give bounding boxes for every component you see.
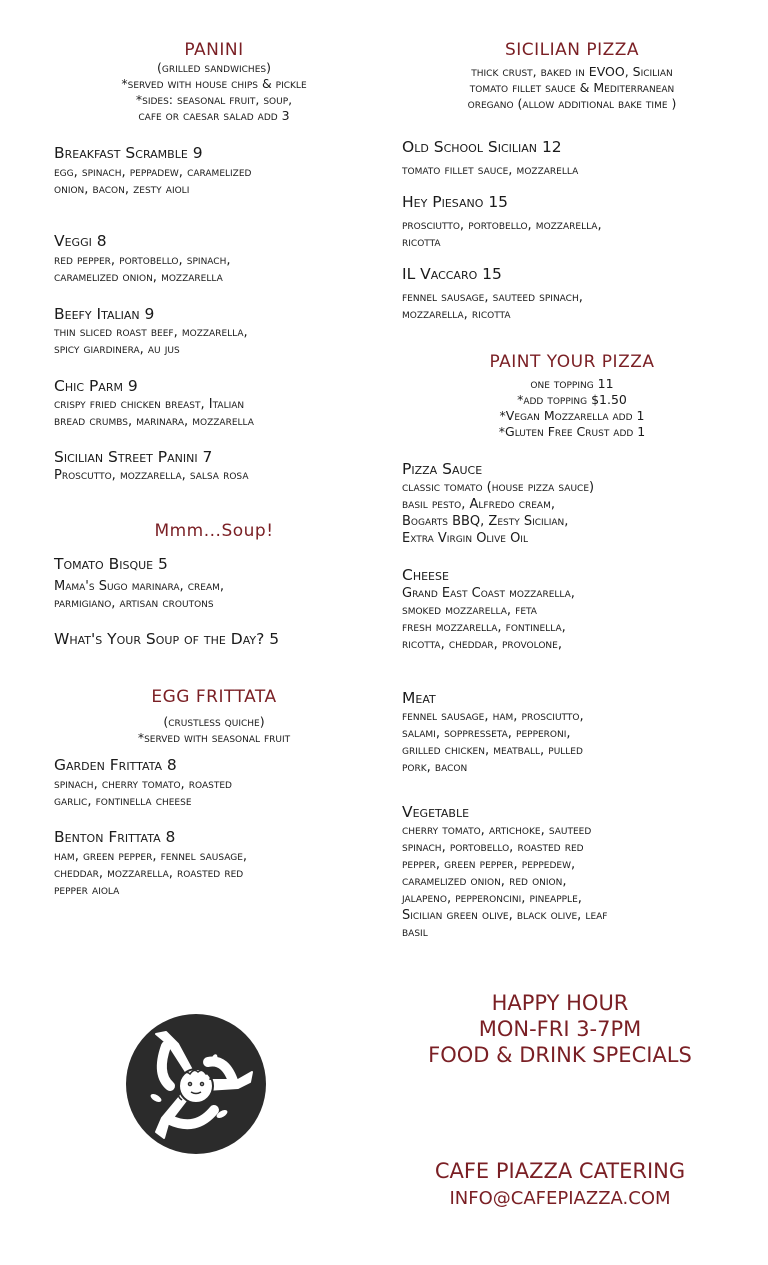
sicilian-note: oregano (allow additional bake time ) <box>467 96 677 111</box>
paint-note: *add topping $1.50 <box>517 392 627 407</box>
topping-group-desc: pork, bacon <box>402 760 468 775</box>
catering-title: CAFE PIAZZA CATERING <box>434 1159 686 1183</box>
menu-item-desc: prosciutto, portobello, mozzarella, <box>402 218 602 233</box>
menu-item-desc: Mama's Sugo marinara, cream, <box>54 579 225 594</box>
menu-item-desc: onion, bacon, zesty aioli <box>54 182 190 197</box>
topping-group-name: Vegetable <box>402 803 470 821</box>
menu-item-desc: garlic, fontinella cheese <box>54 794 192 809</box>
panini-note: *served with house chips & pickle <box>121 76 307 91</box>
menu-item-name: Beefy Italian 9 <box>54 305 155 323</box>
menu-item-name: Old School Sicilian 12 <box>402 138 562 156</box>
sicilian-note: thick crust, baked in EVOO, Sicilian <box>471 64 673 79</box>
trinacria-logo <box>126 1014 266 1154</box>
topping-group-name: Cheese <box>402 566 449 584</box>
menu-item-name: What's Your Soup of the Day? 5 <box>54 630 280 648</box>
topping-group-name: Pizza Sauce <box>402 460 483 478</box>
panini-title: PANINI <box>184 40 244 60</box>
topping-group-desc: spinach, portobello, roasted red <box>402 840 584 855</box>
frittata-note: (crustless quiche) <box>163 714 265 729</box>
menu-item-desc: red pepper, portobello, spinach, <box>54 253 231 268</box>
menu-item-desc: spicy giardinera, au jus <box>54 342 180 357</box>
happy-hour-line: HAPPY HOUR <box>491 991 629 1015</box>
frittata-note: *served with seasonal fruit <box>137 730 291 745</box>
topping-group-name: Meat <box>402 689 436 707</box>
happy-hour-line: FOOD & DRINK SPECIALS <box>428 1043 692 1067</box>
menu-item-name: Sicilian Street Panini 7 <box>54 448 213 466</box>
menu-item-desc: parmigiano, artisan croutons <box>54 596 214 611</box>
menu-item-desc: mozzarella, ricotta <box>402 307 511 322</box>
topping-group-desc: caramelized onion, red onion, <box>402 874 567 889</box>
menu-item-name: Garden Frittata 8 <box>54 756 177 774</box>
topping-group-desc: fennel sausage, ham, prosciutto, <box>402 709 584 724</box>
topping-group-desc: smoked mozzarella, feta <box>402 603 537 618</box>
panini-note: (grilled sandwiches) <box>157 60 271 75</box>
panini-note: cafe or caesar salad add 3 <box>138 108 290 123</box>
menu-item-desc: fennel sausage, sauteed spinach, <box>402 290 583 305</box>
topping-group-desc: pepper, green pepper, peppedew, <box>402 857 576 872</box>
topping-group-desc: salami, soppresseta, pepperoni, <box>402 726 571 741</box>
menu-item-desc: tomato fillet sauce, mozzarella <box>402 163 579 178</box>
menu-item-name: Breakfast Scramble 9 <box>54 144 203 162</box>
menu-item-name: IL Vaccaro 15 <box>402 265 502 283</box>
menu-item-name: Hey Piesano 15 <box>402 193 509 211</box>
topping-group-desc: Sicilian green olive, black olive, leaf <box>402 908 608 923</box>
paint-note: *Vegan Mozzarella add 1 <box>499 408 645 423</box>
menu-item-desc: cheddar, mozzarella, roasted red <box>54 866 244 881</box>
menu-item-name: Chic Parm 9 <box>54 377 138 395</box>
menu-item-name: Benton Frittata 8 <box>54 828 176 846</box>
menu-item-desc: pepper aiola <box>54 883 120 898</box>
topping-group-desc: ricotta, cheddar, provolone, <box>402 637 562 652</box>
happy-hour-line: MON-FRI 3-7PM <box>478 1017 642 1041</box>
menu-item-name: Tomato Bisque 5 <box>54 555 168 573</box>
menu-item-desc: thin sliced roast beef, mozzarella, <box>54 325 248 340</box>
menu-item-desc: spinach, cherry tomato, roasted <box>54 777 232 792</box>
paint-title: PAINT YOUR PIZZA <box>489 352 655 372</box>
sicilian-title: SICILIAN PIZZA <box>504 40 640 60</box>
topping-group-desc: classic tomato (house pizza sauce) <box>402 480 595 495</box>
soup-title: Mmm...Soup! <box>154 521 274 541</box>
topping-group-desc: cherry tomato, artichoke, sauteed <box>402 823 592 838</box>
frittata-title: EGG FRITTATA <box>151 687 277 707</box>
menu-item-desc: crispy fried chicken breast, Italian <box>54 397 245 412</box>
menu-item-name: Veggi 8 <box>54 232 107 250</box>
topping-group-desc: grilled chicken, meatball, pulled <box>402 743 583 758</box>
menu-item-desc: ricotta <box>402 235 441 250</box>
topping-group-desc: jalapeno, pepperoncini, pineapple, <box>402 891 582 906</box>
topping-group-desc: Extra Virgin Olive Oil <box>402 531 528 546</box>
catering-email: INFO@CAFEPIAZZA.COM <box>449 1188 671 1209</box>
menu-item-desc: Proscutto, mozzarella, salsa rosa <box>54 468 249 483</box>
menu-item-desc: caramelized onion, mozzarella <box>54 270 223 285</box>
paint-note: one topping 11 <box>530 376 614 391</box>
menu-item-desc: bread crumbs, marinara, mozzarella <box>54 414 254 429</box>
menu-item-desc: egg, spinach, peppadew, caramelized <box>54 165 252 180</box>
sicilian-note: tomato fillet sauce & Mediterranean <box>469 80 675 95</box>
panini-note: *sides: seasonal fruit, soup, <box>135 92 293 107</box>
topping-group-desc: basil <box>402 925 428 940</box>
topping-group-desc: basil pesto, Alfredo cream, <box>402 497 555 512</box>
topping-group-desc: fresh mozzarella, fontinella, <box>402 620 566 635</box>
topping-group-desc: Bogarts BBQ, Zesty Sicilian, <box>402 514 569 529</box>
topping-group-desc: Grand East Coast mozzarella, <box>402 586 575 601</box>
paint-note: *Gluten Free Crust add 1 <box>498 424 646 439</box>
menu-item-desc: ham, green pepper, fennel sausage, <box>54 849 248 864</box>
